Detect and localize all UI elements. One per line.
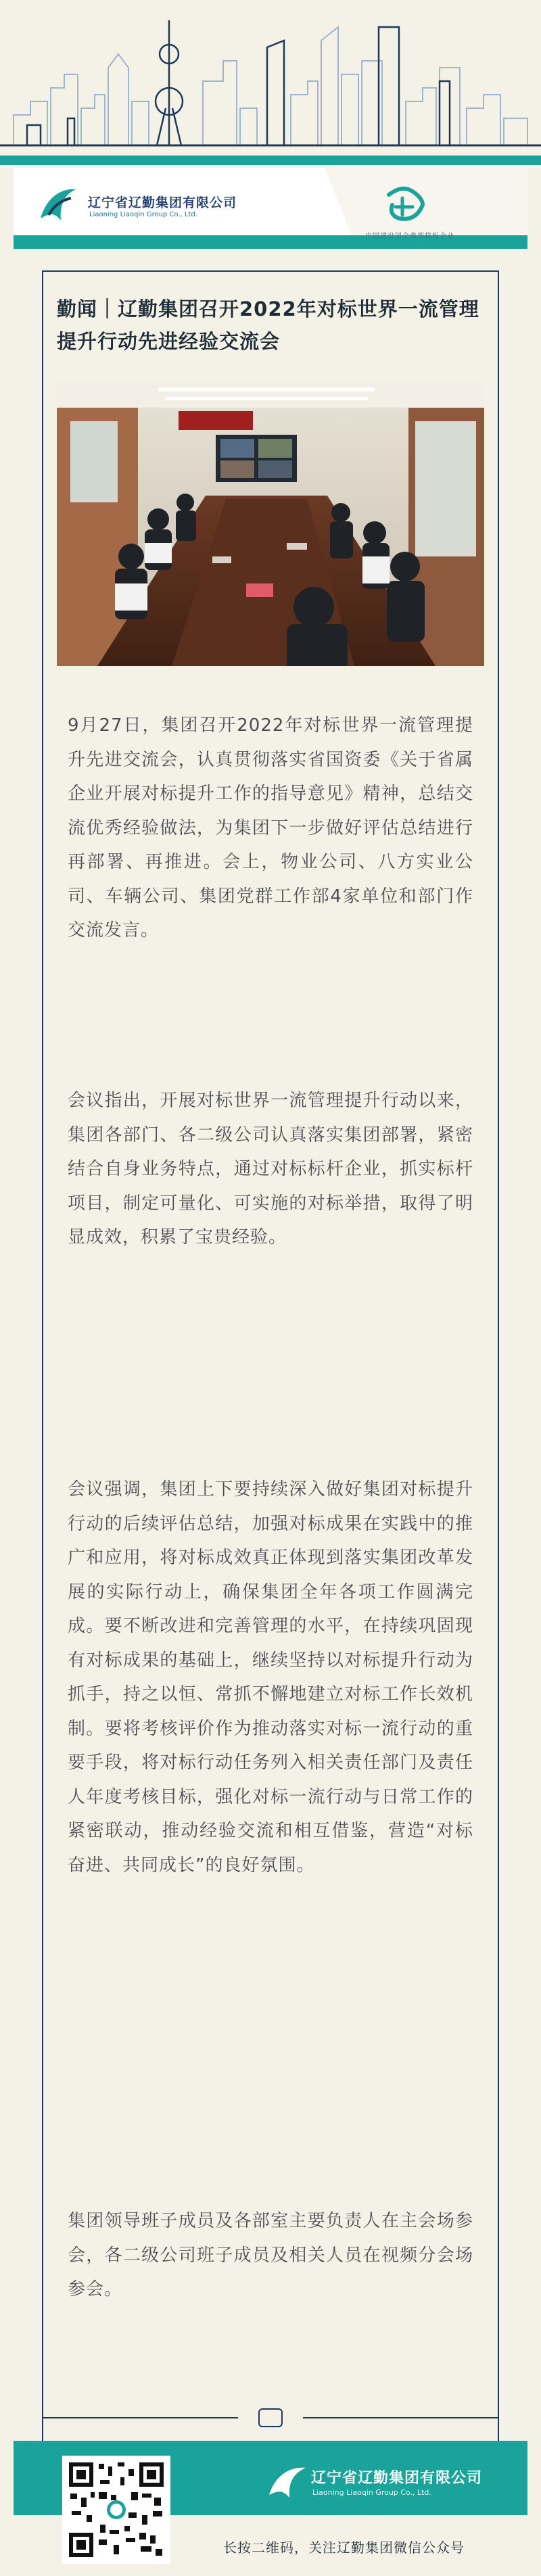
liaoqin-logo-icon: [34, 181, 81, 229]
article-paragraph-2: 会议指出，开展对标世界一流管理提升行动以来，集团各部门、各二级公司认真落实集团部署，紧密结合自身业务特点，通过对标标杆企业，抓实标杆项目，制定可量化、可实施的对标举措，取得了明显成效，积累了宝贵经验。: [68, 1091, 473, 1247]
article-paragraph-3: 会议强调，集团上下要持续深入做好集团对标提升行动的后续评估总结，加强对标成果在实践中的推广和应用，将对标成效真正体现到落实集团改革发展的实际行动上，确保集团全年各项工作圆满完成。要不断改进和完善管理的水平，在持续巩固现有对标成果的基础上，继续坚持以对标提升行动为抓手，持之以恒、常抓不懈地建立对标工作长效机制。要将考核评价作为推动落实对标一流行动的重要手段，将对标行动任务列入相关责任部门及责任人年度考核目标，强化对标一流行动与日常工作的紧密联动，推动经验交流和相互借鉴，营造“对标奋进、共同成长”的良好氛围。: [68, 1479, 473, 1876]
header-slogan: 中国建设国企典型样板企业: [365, 233, 454, 240]
city-skyline-illustration: [0, 0, 541, 169]
footer-follow-note: 长按二维码，关注辽勤集团微信公众号: [223, 2539, 465, 2556]
footer-company-english: Liaoning Liaoqin Group Co., Ltd.: [312, 2488, 431, 2497]
article-paragraph-4: 集团领导班子成员及各部室主要负责人在主会场参会，各二级公司班子成员及相关人员在视频分会场参会。: [68, 2211, 473, 2299]
meeting-photo: [57, 381, 484, 666]
frame-top-border: [42, 270, 499, 272]
frame-bottom-border-right: [303, 2417, 499, 2418]
wechat-qr-code[interactable]: [62, 2456, 170, 2564]
footer-company-name: 辽宁省辽勤集团有限公司: [311, 2470, 483, 2487]
footer-liaoqin-logo-icon: [264, 2461, 311, 2502]
frame-knot-ornament: [258, 2408, 283, 2427]
header-company-english: Liaoning Liaoqin Group Co., Ltd.: [89, 211, 197, 218]
header-company-name: 辽宁省辽勤集团有限公司: [88, 195, 237, 210]
qin-calligraphy-mark-icon: [382, 181, 429, 229]
article-title: 勤闻｜辽勤集团召开2022年对标世界一流管理提升行动先进经验交流会: [57, 297, 479, 353]
article-paragraph-1: 9月27日，集团召开2022年对标世界一流管理提升先进交流会，认真贯彻落实省国资委《关于省属企业开展对标提升工作的指导意见》精神，总结交流优秀经验做法，为集团下一步做好评估总结进行再部署、再推进。会上，物业公司、八方实业公司、车辆公司、集团党群工作部4家单位和部门作交流发言。: [68, 715, 473, 940]
frame-bottom-border-left: [42, 2417, 238, 2418]
